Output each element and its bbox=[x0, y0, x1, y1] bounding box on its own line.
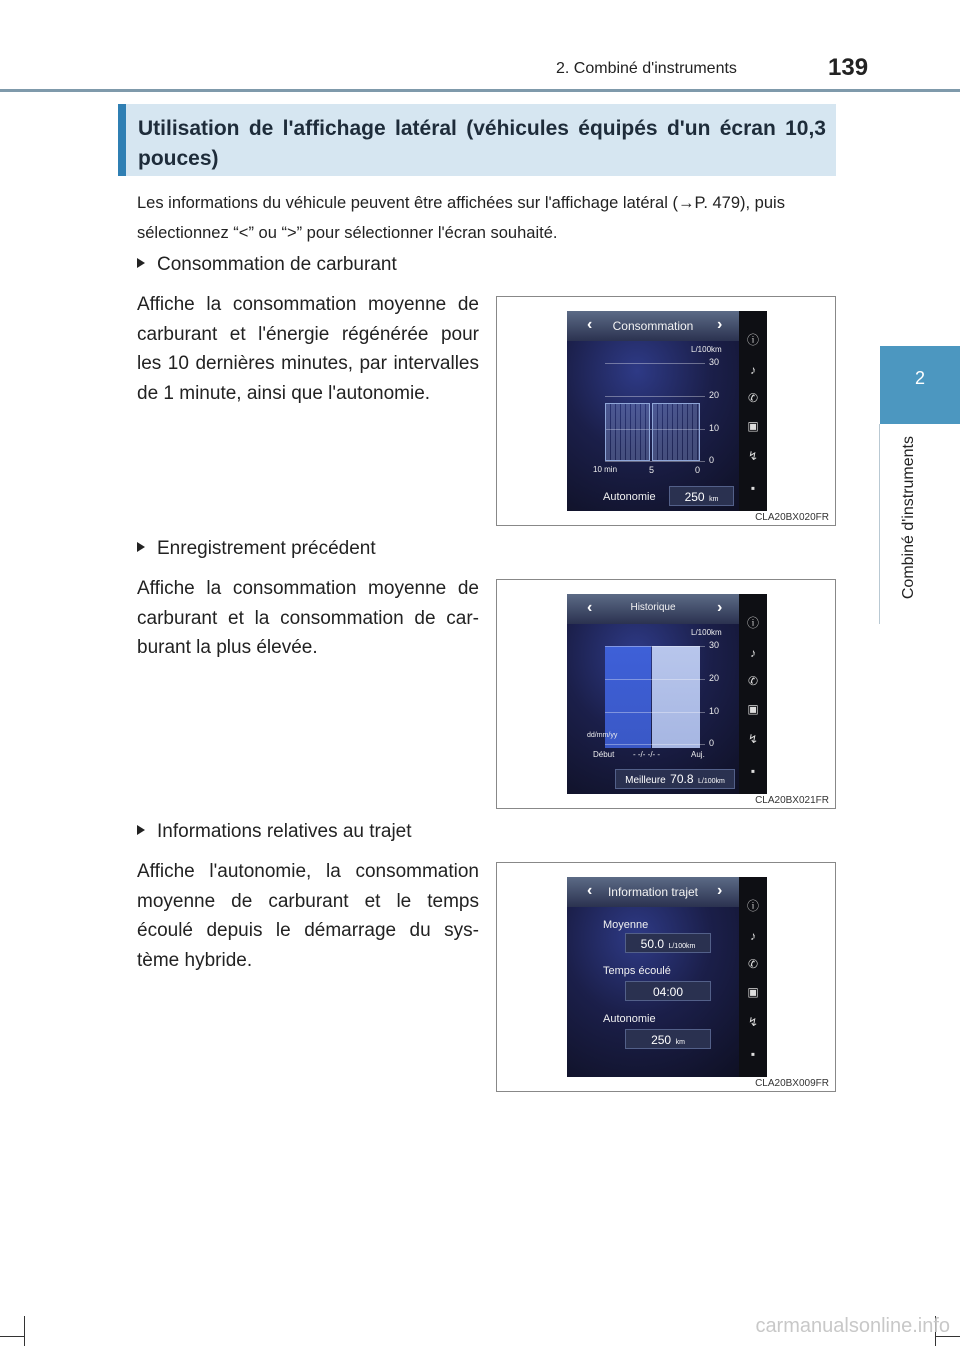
chapter-title: 2. Combiné d'instruments bbox=[556, 60, 737, 77]
x-tick: - -/- -/- - bbox=[633, 750, 661, 759]
screen-side-menu bbox=[739, 594, 767, 794]
next-arrow-icon: › bbox=[717, 882, 723, 899]
y-tick: 30 bbox=[709, 640, 720, 650]
next-arrow-icon: › bbox=[717, 316, 723, 333]
y-tick: 10 bbox=[709, 423, 720, 433]
trip-row-label: Temps écoulé bbox=[603, 965, 671, 977]
page-number: 139 bbox=[828, 54, 869, 81]
figure-trip bbox=[496, 862, 836, 1092]
music-icon: ♪ bbox=[750, 363, 756, 377]
y-tick: 0 bbox=[709, 738, 715, 748]
phone-icon: ✆ bbox=[747, 674, 759, 688]
bottom-label: Autonomie bbox=[603, 491, 656, 503]
gridline bbox=[605, 646, 705, 647]
figure-consumption bbox=[496, 296, 836, 526]
y-tick: 10 bbox=[709, 706, 720, 716]
music-icon: ♪ bbox=[750, 929, 756, 943]
item-heading-consumption: Consommation de carburant bbox=[137, 254, 397, 276]
prev-arrow-icon: ‹ bbox=[587, 316, 593, 333]
autonomy-value-box: 250 km bbox=[669, 486, 734, 506]
item-heading-trip: Informations relatives au trajet bbox=[137, 821, 412, 843]
gridline bbox=[605, 744, 705, 745]
watermark: carmanualsonline.info bbox=[755, 1315, 950, 1337]
unit-label: L/100km bbox=[691, 345, 722, 354]
highest-bar bbox=[652, 646, 700, 748]
display-screen bbox=[567, 594, 767, 794]
figure-code: CLA20BX021FR bbox=[755, 795, 829, 806]
next-arrow-icon: › bbox=[717, 599, 723, 616]
figure-code: CLA20BX009FR bbox=[755, 1078, 829, 1089]
trip-row-label: Moyenne bbox=[603, 919, 649, 931]
bullet-triangle-icon bbox=[137, 825, 145, 835]
side-rule bbox=[879, 424, 880, 624]
bullet-triangle-icon bbox=[137, 258, 145, 268]
info-icon: ⓘ bbox=[746, 899, 759, 913]
y-tick: 0 bbox=[709, 455, 715, 465]
trip-row-value-box: 250 km bbox=[625, 1029, 711, 1049]
crop-mark bbox=[0, 1336, 24, 1337]
side-tab bbox=[880, 346, 960, 424]
energy-flow-icon: ↯ bbox=[747, 449, 759, 463]
bullet-triangle-icon bbox=[137, 542, 145, 552]
picture-icon: ▣ bbox=[747, 419, 759, 433]
section-intro: Les informations du véhicule peuvent être affichées sur l'affichage latéral (→P. 479), puis sélectionnez “<” ou “>” pour sélectionner l'écran souhaité. bbox=[137, 194, 785, 242]
screen-header bbox=[567, 311, 739, 341]
best-value-box: Meilleure 70.8 L/100km bbox=[615, 769, 735, 789]
info-icon: ⓘ bbox=[746, 333, 759, 347]
music-icon: ♪ bbox=[750, 646, 756, 660]
screen-title: Historique bbox=[630, 602, 676, 613]
gridline bbox=[605, 679, 705, 680]
y-tick: 30 bbox=[709, 357, 720, 367]
section-title: Utilisation de l'affichage latéral (véhicules équipés d'un écran 10,3 pouces) bbox=[138, 117, 826, 170]
side-tab-label-wrap bbox=[898, 436, 920, 616]
trip-row-value-box: 50.0 L/100km bbox=[625, 933, 711, 953]
prev-arrow-icon: ‹ bbox=[587, 599, 593, 616]
y-tick: 20 bbox=[709, 390, 720, 400]
figure-code: CLA20BX020FR bbox=[755, 512, 829, 523]
header-rule bbox=[0, 89, 960, 92]
unit-label: L/100km bbox=[691, 628, 722, 637]
x-tick: Auj. bbox=[691, 750, 705, 759]
gridline bbox=[605, 712, 705, 713]
info-icon: ⓘ bbox=[746, 616, 759, 630]
date-label: dd/mm/yy bbox=[587, 732, 618, 739]
gridline bbox=[605, 363, 705, 364]
display-screen bbox=[567, 877, 767, 1077]
y-tick: 20 bbox=[709, 673, 720, 683]
screen-side-menu bbox=[739, 311, 767, 511]
figure-history bbox=[496, 579, 836, 809]
energy-flow-icon: ↯ bbox=[747, 732, 759, 746]
energy-flow-icon: ↯ bbox=[747, 1015, 759, 1029]
phone-icon: ✆ bbox=[747, 391, 759, 405]
picture-icon: ▣ bbox=[747, 985, 759, 999]
x-tick: 0 bbox=[695, 465, 701, 475]
chart-area-left bbox=[605, 403, 650, 461]
chart-area-right bbox=[652, 403, 700, 461]
item-heading-history: Enregistrement précédent bbox=[137, 538, 376, 560]
screen-title: Information trajet bbox=[607, 885, 699, 899]
side-tab-number: 2 bbox=[914, 368, 925, 388]
screen-header bbox=[567, 877, 739, 907]
display-icon: ▪ bbox=[750, 481, 756, 495]
x-tick: 5 bbox=[649, 465, 655, 475]
screen-header bbox=[567, 594, 739, 624]
screen-title: Consommation bbox=[612, 319, 694, 333]
picture-icon: ▣ bbox=[747, 702, 759, 716]
gridline bbox=[605, 396, 705, 397]
trip-row-label: Autonomie bbox=[603, 1013, 656, 1025]
item-description-trip: Affiche l'autonomie, la consommation moyenne de carburant et le temps écoulé depuis le démarrage du sys-tème hybride. bbox=[137, 861, 479, 971]
display-icon: ▪ bbox=[750, 1047, 756, 1061]
phone-icon: ✆ bbox=[747, 957, 759, 971]
display-screen bbox=[567, 311, 767, 511]
prev-arrow-icon: ‹ bbox=[587, 882, 593, 899]
x-tick: Début bbox=[593, 750, 615, 759]
x-tick: 10 min bbox=[593, 465, 618, 474]
display-icon: ▪ bbox=[750, 764, 756, 778]
trip-row-value-box: 04:00 bbox=[625, 981, 711, 1001]
item-description-history: Affiche la consommation moyenne de carburant et la consommation de car-burant la plus élevée. bbox=[137, 578, 479, 658]
screen-side-menu bbox=[739, 877, 767, 1077]
item-description-consumption: Affiche la consommation moyenne de carburant et l'énergie régénérée pour les 10 dernières minutes, par intervalles de 1 minute, ainsi que l'autonomie. bbox=[137, 294, 479, 404]
crop-mark bbox=[24, 1316, 25, 1346]
gridline bbox=[605, 461, 705, 462]
side-tab-label: Combiné d'instruments bbox=[900, 436, 917, 600]
section-banner bbox=[118, 104, 836, 176]
